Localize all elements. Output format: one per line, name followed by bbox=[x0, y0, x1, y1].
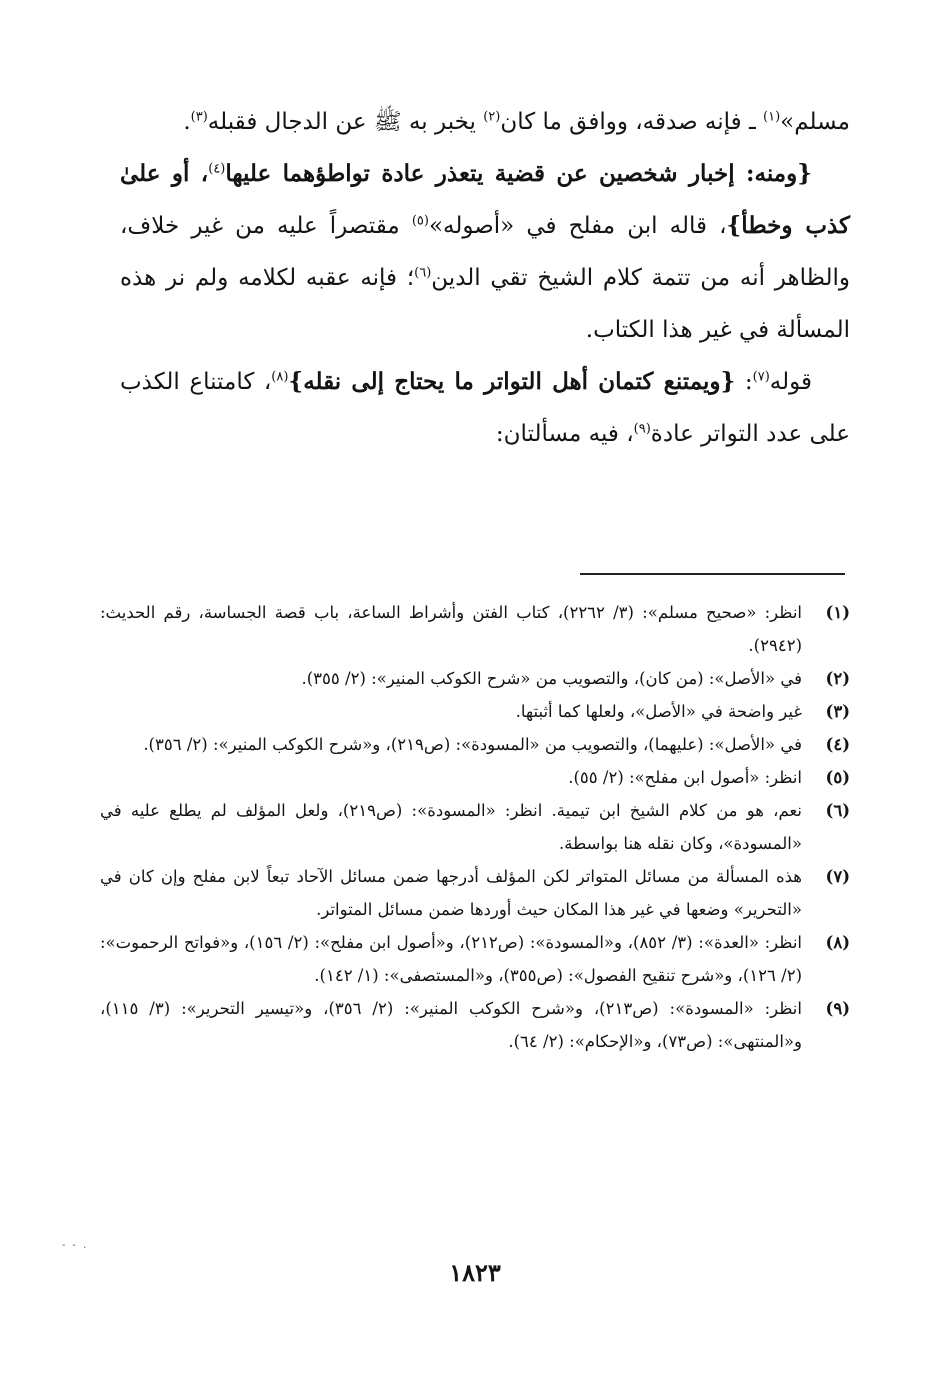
footnote-ref-6: (٦) bbox=[414, 265, 432, 281]
main-text bbox=[120, 96, 850, 460]
footnote bbox=[100, 860, 850, 926]
footnote-ref-4: (٤) bbox=[208, 161, 226, 177]
footnote-ref-8: (٨) bbox=[271, 369, 289, 385]
text-run: ـ فإنه صدقه، ووافق ما كان bbox=[500, 109, 764, 135]
footnote-ref-3: (٣) bbox=[190, 109, 208, 125]
footnote-text: غير واضحة في «الأصل»، ولعلها كما أثبتها. bbox=[515, 702, 802, 721]
text-run: . bbox=[183, 109, 191, 135]
footnote-number: (٨) bbox=[825, 933, 850, 952]
bold-text-run: {ويمتنع كتمان أهل التواتر ما يحتاج إلى نقله} bbox=[288, 368, 736, 395]
main-paragraph-1 bbox=[120, 96, 850, 148]
footnote-text: في «الأصل»: (عليهما)، والتصويب من «المسودة»: (ص٢١٩)، و«شرح الكوكب المنير»: (٢/ ٣٥٦). bbox=[143, 735, 802, 754]
footnote bbox=[100, 662, 850, 695]
footnote-ref-9: (٩) bbox=[633, 421, 651, 437]
footnote-text: انظر: «أصول ابن مفلح»: (٢/ ٥٥). bbox=[568, 768, 802, 787]
footnote-ref-2: (٢) bbox=[483, 109, 501, 125]
footnote-number: (٥) bbox=[825, 768, 850, 787]
text-run: ، قاله ابن مفلح في «أصوله» bbox=[428, 213, 727, 239]
footnote-ref-1: (١) bbox=[763, 109, 781, 125]
text-run: ؛ فإنه عقبه لكلامه ولم نر هذه المسألة في غير هذا الكتاب. bbox=[120, 265, 850, 343]
main-paragraph-2 bbox=[120, 148, 850, 356]
footnote bbox=[100, 596, 850, 662]
margin-mark: - - . bbox=[62, 1240, 89, 1251]
page-number: ١٨٢٣ bbox=[449, 1258, 501, 1287]
bold-text-run: {ومنه: إخبار شخصين عن قضية يتعذر عادة تواطؤهما عليها bbox=[225, 160, 812, 187]
text-run: مسلم» bbox=[780, 109, 850, 135]
text-run: ، كامتناع الكذب على عدد التواتر عادة bbox=[120, 369, 850, 447]
footnote-number: (٢) bbox=[825, 669, 850, 688]
footnote-number: (٦) bbox=[825, 801, 850, 820]
footnote bbox=[100, 728, 850, 761]
footnote-text: هذه المسألة من مسائل المتواتر لكن المؤلف أدرجها ضمن مسائل الآحاد تبعاً لابن مفلح وإن كان في «التحرير» وضعها في غير هذا المكان حيث أوردها ضمن مسائل المتواتر. bbox=[100, 867, 802, 919]
footnote bbox=[100, 761, 850, 794]
footnote-text: نعم، هو من كلام الشيخ ابن تيمية. انظر: «المسودة»: (ص٢١٩)، ولعل المؤلف لم يطلع عليه في «المسودة»، وكان نقله هنا بواسطة. bbox=[100, 801, 802, 853]
text-run: يخبر به ﷺ عن الدجال فقبله bbox=[207, 109, 484, 135]
footnote bbox=[100, 992, 850, 1058]
footnote bbox=[100, 794, 850, 860]
footnote-number: (١) bbox=[825, 603, 850, 622]
bold-text-run: ، أو علىٰ كذب وخطأ} bbox=[120, 160, 850, 239]
footnotes bbox=[100, 596, 850, 1058]
text-run: قوله bbox=[769, 369, 813, 395]
footnote-number: (٣) bbox=[825, 702, 850, 721]
footnote-text: انظر: «صحيح مسلم»: (٣/ ٢٢٦٢)، كتاب الفتن وأشراط الساعة، باب قصة الجساسة، رقم الحديث: (٢٩٤٢). bbox=[100, 603, 802, 655]
footnote-text: انظر: «المسودة»: (ص٢١٣)، و«شرح الكوكب المنير»: (٢/ ٣٥٦)، و«تيسير التحرير»: (٣/ ١١٥)، و«المنتهى»: (ص٧٣)، و«الإحكام»: (٢/ ٦٤). bbox=[100, 999, 802, 1051]
footnote-number: (٧) bbox=[825, 867, 850, 886]
footnote bbox=[100, 695, 850, 728]
footnote-text: في «الأصل»: (من كان)، والتصويب من «شرح الكوكب المنير»: (٢/ ٣٥٥). bbox=[301, 669, 802, 688]
footnote-number: (٩) bbox=[825, 999, 850, 1018]
main-paragraph-3 bbox=[120, 356, 850, 460]
text-run: : bbox=[735, 369, 753, 395]
text-run: مقتصراً عليه من غير خلاف، والظاهر أنه من تتمة كلام الشيخ تقي الدين bbox=[120, 213, 850, 291]
footnote-text: انظر: «العدة»: (٣/ ٨٥٢)، و«المسودة»: (ص٢١٢)، و«أصول ابن مفلح»: (٢/ ١٥٦)، و«فواتح الرحموت»: (٢/ ١٢٦)، و«شرح تنقيح الفصول»: (ص٣٥٥)، و«المستصفى»: (١/ ١٤٢). bbox=[100, 933, 802, 985]
footnote-number: (٤) bbox=[825, 735, 850, 754]
footnote-separator bbox=[580, 573, 845, 575]
footnote-ref-7: (٧) bbox=[752, 369, 770, 385]
text-run: ، فيه مسألتان: bbox=[495, 421, 634, 447]
footnote-ref-5: (٥) bbox=[411, 213, 429, 229]
footnote bbox=[100, 926, 850, 992]
